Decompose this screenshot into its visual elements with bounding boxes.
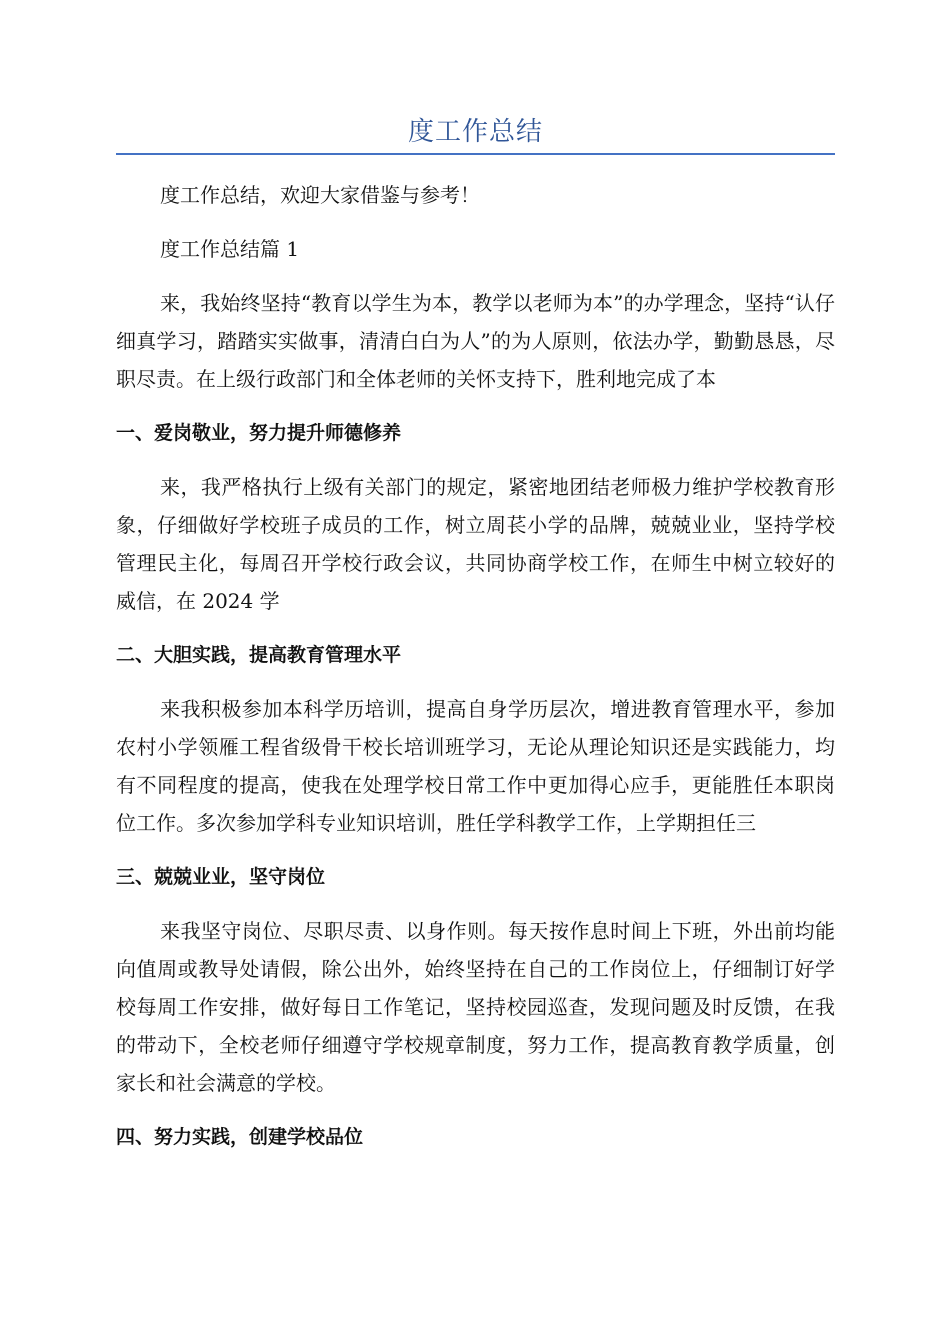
intro-paragraph: 度工作总结，欢迎大家借鉴与参考！ bbox=[160, 183, 480, 207]
section-heading-4: 四、努力实践，创建学校品位 bbox=[116, 1126, 364, 1148]
section-heading-1: 一、爱岗敬业，努力提升师德修养 bbox=[116, 422, 402, 444]
document-body bbox=[116, 176, 835, 1172]
section-heading-3: 三、兢兢业业，坚守岗位 bbox=[116, 866, 326, 888]
section-body-1: 来，我严格执行上级有关部门的规定，紧密地团结老师极力维护学校教育形象，仔细做好学校班子成员的工作，树立周苌小学的品牌，兢兢业业，坚持学校管理民主化，每周召开学校行政会议，共同协商学校工作，在师生中树立较好的威信，在 2024 学 bbox=[116, 475, 835, 613]
document-title: 度工作总结 bbox=[407, 117, 543, 147]
section-body-3: 来我坚守岗位、尽职尽责、以身作则。每天按作息时间上下班，外出前均能向值周或教导处请假，除公出外，始终坚持在自己的工作岗位上，仔细制订好学校每周工作安排，做好每日工作笔记，坚持校园巡查，发现问题及时反馈，在我的带动下，全校老师仔细遵守学校规章制度，努力工作，提高教育教学质量，创家长和社会满意的学校。 bbox=[116, 919, 835, 1095]
section-body-2: 来我积极参加本科学历培训，提高自身学历层次，增进教育管理水平，参加农村小学领雁工程省级骨干校长培训班学习，无论从理论知识还是实践能力，均有不同程度的提高，使我在处理学校日常工作中更加得心应手，更能胜任本职岗位工作。多次参加学科专业知识培训，胜任学科教学工作，上学期担任三 bbox=[116, 697, 835, 835]
article-label: 度工作总结篇 1 bbox=[160, 237, 300, 261]
section-heading-2: 二、大胆实践，提高教育管理水平 bbox=[116, 644, 402, 666]
lead-paragraph: 来，我始终坚持“教育以学生为本，教学以老师为本”的办学理念，坚持“认仔细真学习，踏踏实实做事，清清白白为人”的为人原则，依法办学，勤勤恳恳，尽职尽责。在上级行政部门和全体老师的关怀支持下，胜利地完成了本 bbox=[116, 291, 835, 391]
title-underline bbox=[116, 153, 835, 155]
